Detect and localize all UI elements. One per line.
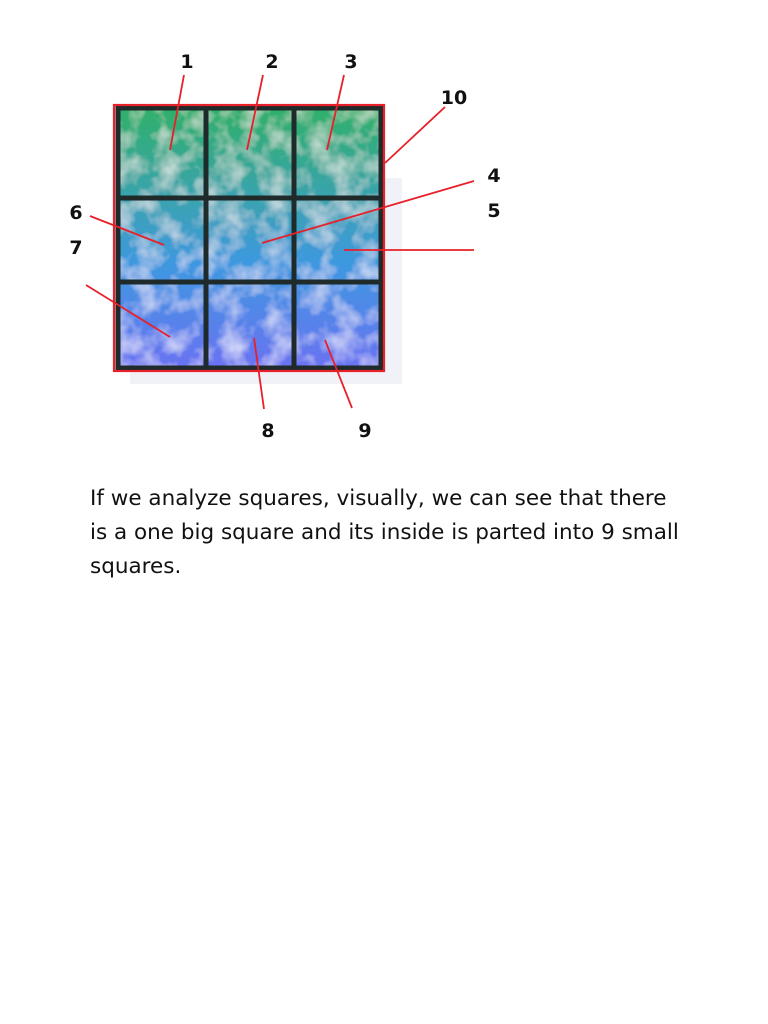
caption-text: If we analyze squares, visually, we can see that there is a one big square and its inside is parted into 9 small squares.: [90, 486, 679, 579]
label-1: 1: [180, 51, 194, 73]
label-7: 7: [69, 237, 83, 259]
label-9: 9: [358, 420, 372, 442]
label-6: 6: [69, 202, 83, 224]
label-5: 5: [487, 200, 501, 222]
label-4: 4: [487, 165, 501, 187]
label-10: 10: [440, 87, 468, 109]
label-8: 8: [261, 420, 275, 442]
label-3: 3: [344, 51, 358, 73]
squares-diagram: [0, 0, 768, 460]
label-2: 2: [265, 51, 279, 73]
leader-line-10: [385, 107, 445, 163]
